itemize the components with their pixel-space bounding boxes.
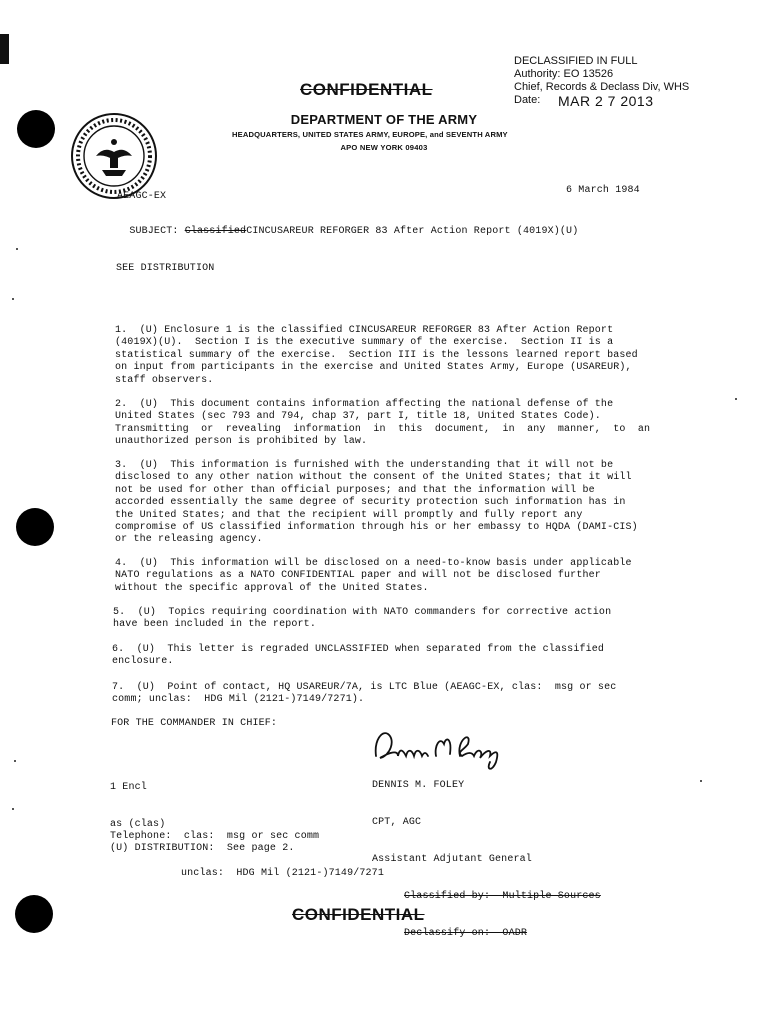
enclosure-classification: as (clas) <box>110 819 166 831</box>
declassify-on-line: Declassify on: OADR <box>404 928 528 940</box>
signature-rank: CPT, AGC <box>372 817 422 829</box>
office-symbol: AEAGC-EX <box>117 191 167 202</box>
letterhead-apo: APO NEW YORK 09403 <box>340 143 428 152</box>
telephone-label: Telephone: <box>110 830 172 842</box>
scan-speck <box>700 780 702 782</box>
subject-label: SUBJECT: <box>129 226 179 238</box>
for-commander-line: FOR THE COMMANDER IN CHIEF: <box>111 718 278 729</box>
letterhead-headquarters: HEADQUARTERS, UNITED STATES ARMY, EUROPE, and SEVENTH ARMY <box>232 130 508 139</box>
declassification-stamp <box>514 55 689 110</box>
scan-speck <box>735 398 737 400</box>
punch-hole-bottom <box>15 895 53 933</box>
declass-line-3: Chief, Records & Declass Div, WHS <box>514 81 690 93</box>
paragraph-6: 6. (U) This letter is regraded UNCLASSIFIED when separated from the classified enclosure. <box>112 644 605 668</box>
telephone-clas: clas: msg or sec comm <box>183 830 320 842</box>
signature-block <box>372 755 532 879</box>
paragraph-2: 2. (U) This document contains information affecting the national defense of the United States (sec 793 and 794, chap 37, part I, title 18, United States Code). Transmitting or revealing information in this document, in any manner, to an unauthorized person is prohibited by law. <box>115 399 651 448</box>
paragraph-5: 5. (U) Topics requiring coordination with NATO commanders for corrective action have been included in the report. <box>113 607 612 631</box>
scan-speck <box>16 248 18 250</box>
classified-by-line: Classified by: Multiple Sources <box>404 890 601 902</box>
scan-edge-mark <box>0 34 9 64</box>
scan-speck <box>12 808 14 810</box>
distribution-line: (U) DISTRIBUTION: See page 2. <box>110 843 295 854</box>
signature-title: Assistant Adjutant General <box>372 854 532 866</box>
declass-line-2: Authority: EO 13526 <box>514 68 614 80</box>
classification-marking-top: CONFIDENTIAL <box>300 80 433 99</box>
declass-line-1: DECLASSIFIED IN FULL <box>514 55 638 67</box>
classification-marking-bottom: CONFIDENTIAL <box>292 905 425 924</box>
telephone-row-clas <box>110 831 384 843</box>
signature-name: DENNIS M. FOLEY <box>372 779 465 791</box>
punch-hole-middle <box>16 508 54 546</box>
paragraph-4: 4. (U) This information will be disclosed on a need-to-know basis under applicable NATO regulations as a NATO CONFIDENTIAL paper and will not be disclosed further without the specific approval of the United States. <box>115 558 632 594</box>
telephone-unclas: unclas: HDG Mil (2121-)7149/7271 <box>181 868 384 880</box>
paragraph-7: 7. (U) Point of contact, HQ USAREUR/7A, is LTC Blue (AEAGC-EX, clas: msg or sec comm; unclas: HDG Mil (2121-)7149/7271). <box>112 682 617 706</box>
classification-authority-block <box>404 866 601 953</box>
declass-date-value: MAR 2 7 2013 <box>558 93 654 109</box>
letterhead-department: DEPARTMENT OF THE ARMY <box>290 112 478 127</box>
subject-struck-classification: Classified <box>184 226 247 238</box>
paragraph-1: 1. (U) Enclosure 1 is the classified CINCUSAREUR REFORGER 83 After Action Report (4019X)(U). Section I is the executive summary of the exercise. Section II is a statistical summary of the exercise. Section III is the lessons learned report based on input from participants in the exercise and United States Army, Europe (USAREUR), staff observers. <box>115 325 638 386</box>
subject-line <box>117 214 578 239</box>
letter-date: 6 March 1984 <box>566 185 640 196</box>
paragraph-3: 3. (U) This information is furnished with the understanding that it will not be disclosed to any other nation without the consent of the United States; that it will not be used for other than official purposes; and that the information will be accorded essentially the same degree of security protection such information has in the United States; and that the recipient will promptly and fully report any compromise of US classified information through his or her embassy to HQDA (DAMI-CIS) or the releasing agency. <box>115 460 638 546</box>
enclosure-count: 1 Encl <box>110 781 147 793</box>
scan-speck <box>14 760 16 762</box>
declass-date-row <box>514 94 689 110</box>
distribution-heading: SEE DISTRIBUTION <box>116 263 215 274</box>
declass-date-label: Date: <box>514 94 541 106</box>
subject-text: CINCUSAREUR REFORGER 83 After Action Report (4019X)(U) <box>246 226 579 238</box>
scan-speck <box>12 298 14 300</box>
